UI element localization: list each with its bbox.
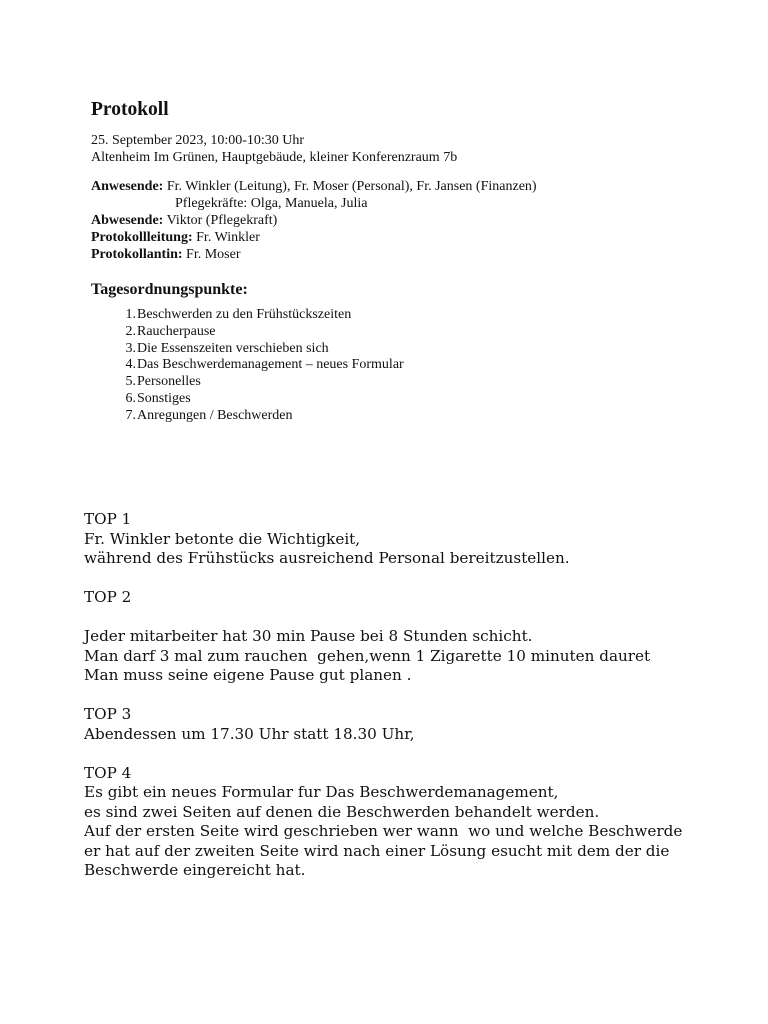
body-text-line: Jeder mitarbeiter hat 30 min Pause bei 8 Stunden schicht.	[84, 627, 533, 645]
lead-value: Fr. Winkler	[192, 230, 260, 245]
top-heading: TOP 3	[84, 705, 132, 723]
page-title: Protokoll	[91, 99, 169, 120]
agenda-item-text: Personelles	[137, 374, 201, 390]
blank-line	[84, 608, 704, 628]
body-text-line: Man darf 3 mal zum rauchen gehen,wenn 1 Zigarette 10 minuten dauret	[84, 646, 651, 665]
body-text-line: Man muss seine eigene Pause gut planen .	[84, 666, 412, 684]
agenda-item-number: 7.	[125, 407, 136, 423]
body-text-line: Auf der ersten Seite wird geschrieben wer wann wo und welche Beschwerde	[84, 822, 683, 840]
body-text-line: Beschwerde eingereicht hat.	[84, 861, 306, 879]
minutes-body	[84, 510, 704, 881]
blank-line	[84, 569, 704, 589]
body-text-line: während des Frühstücks ausreichend Personal bereitzustellen.	[84, 549, 570, 567]
body-text-line: Abendessen um 17.30 Uhr statt 18.30 Uhr,	[84, 724, 415, 743]
agenda-item	[91, 408, 711, 425]
body-text-line: er hat auf der zweiten Seite wird nach einer Lösung esucht mit dem der die	[84, 841, 670, 860]
agenda-item-number: 4.	[125, 357, 136, 373]
lead-label: Protokollleitung:	[91, 230, 193, 245]
location-line: Altenheim Im Grünen, Hauptgebäude, kleiner Konferenzraum 7b	[91, 150, 458, 165]
date-line: 25. September 2023, 10:00-10:30 Uhr	[91, 133, 305, 148]
agenda-item	[91, 391, 711, 408]
absent-value: Viktor (Pflegekraft)	[163, 213, 278, 228]
absent-row	[91, 212, 711, 229]
agenda-item-text: Anregungen / Beschwerden	[137, 407, 293, 423]
agenda-item-text: Die Essenszeiten verschieben sich	[137, 340, 329, 356]
agenda-item	[91, 307, 711, 324]
agenda-item-text: Das Beschwerdemanagement – neues Formular	[137, 357, 404, 373]
attendees-value-2: Pflegekräfte: Olga, Manuela, Julia	[175, 196, 368, 211]
body-text-line: es sind zwei Seiten auf denen die Beschwerden behandelt werden.	[84, 802, 600, 821]
agenda-list	[91, 307, 711, 425]
agenda-item-number: 5.	[125, 374, 136, 390]
lead-row	[91, 229, 711, 246]
agenda-item	[91, 374, 711, 391]
agenda-item-text: Raucherpause	[137, 323, 216, 339]
agenda-title: Tagesordnungspunkte:	[91, 281, 248, 298]
agenda-item-number: 2.	[125, 323, 136, 339]
top-heading: TOP 4	[84, 763, 132, 782]
blank-line	[84, 744, 704, 764]
blank-line	[84, 686, 704, 706]
agenda-item	[91, 324, 711, 341]
agenda-item	[91, 341, 711, 358]
body-text-line: Es gibt ein neues Formular fur Das Beschwerdemanagement,	[84, 783, 559, 801]
attendees-value: Fr. Winkler (Leitung), Fr. Moser (Personal), Fr. Jansen (Finanzen)	[163, 179, 537, 194]
top-heading: TOP 1	[84, 510, 132, 528]
meta-block	[91, 178, 711, 263]
attendees-label: Anwesende:	[91, 179, 164, 194]
agenda-item-text: Sonstiges	[137, 390, 191, 406]
agenda-item-number: 1.	[125, 307, 136, 322]
document-header	[91, 98, 711, 425]
agenda-item	[91, 357, 711, 374]
attendees-row	[91, 178, 711, 195]
agenda-item-text: Beschwerden zu den Frühstückszeiten	[137, 307, 352, 322]
writer-row	[91, 246, 711, 263]
body-text-line: Fr. Winkler betonte die Wichtigkeit,	[84, 529, 361, 548]
writer-value: Fr. Moser	[182, 247, 241, 262]
top-heading: TOP 2	[84, 588, 132, 606]
absent-label: Abwesende:	[91, 213, 164, 228]
agenda-item-number: 3.	[125, 340, 136, 356]
agenda-item-number: 6.	[125, 390, 136, 406]
writer-label: Protokollantin:	[91, 247, 183, 262]
